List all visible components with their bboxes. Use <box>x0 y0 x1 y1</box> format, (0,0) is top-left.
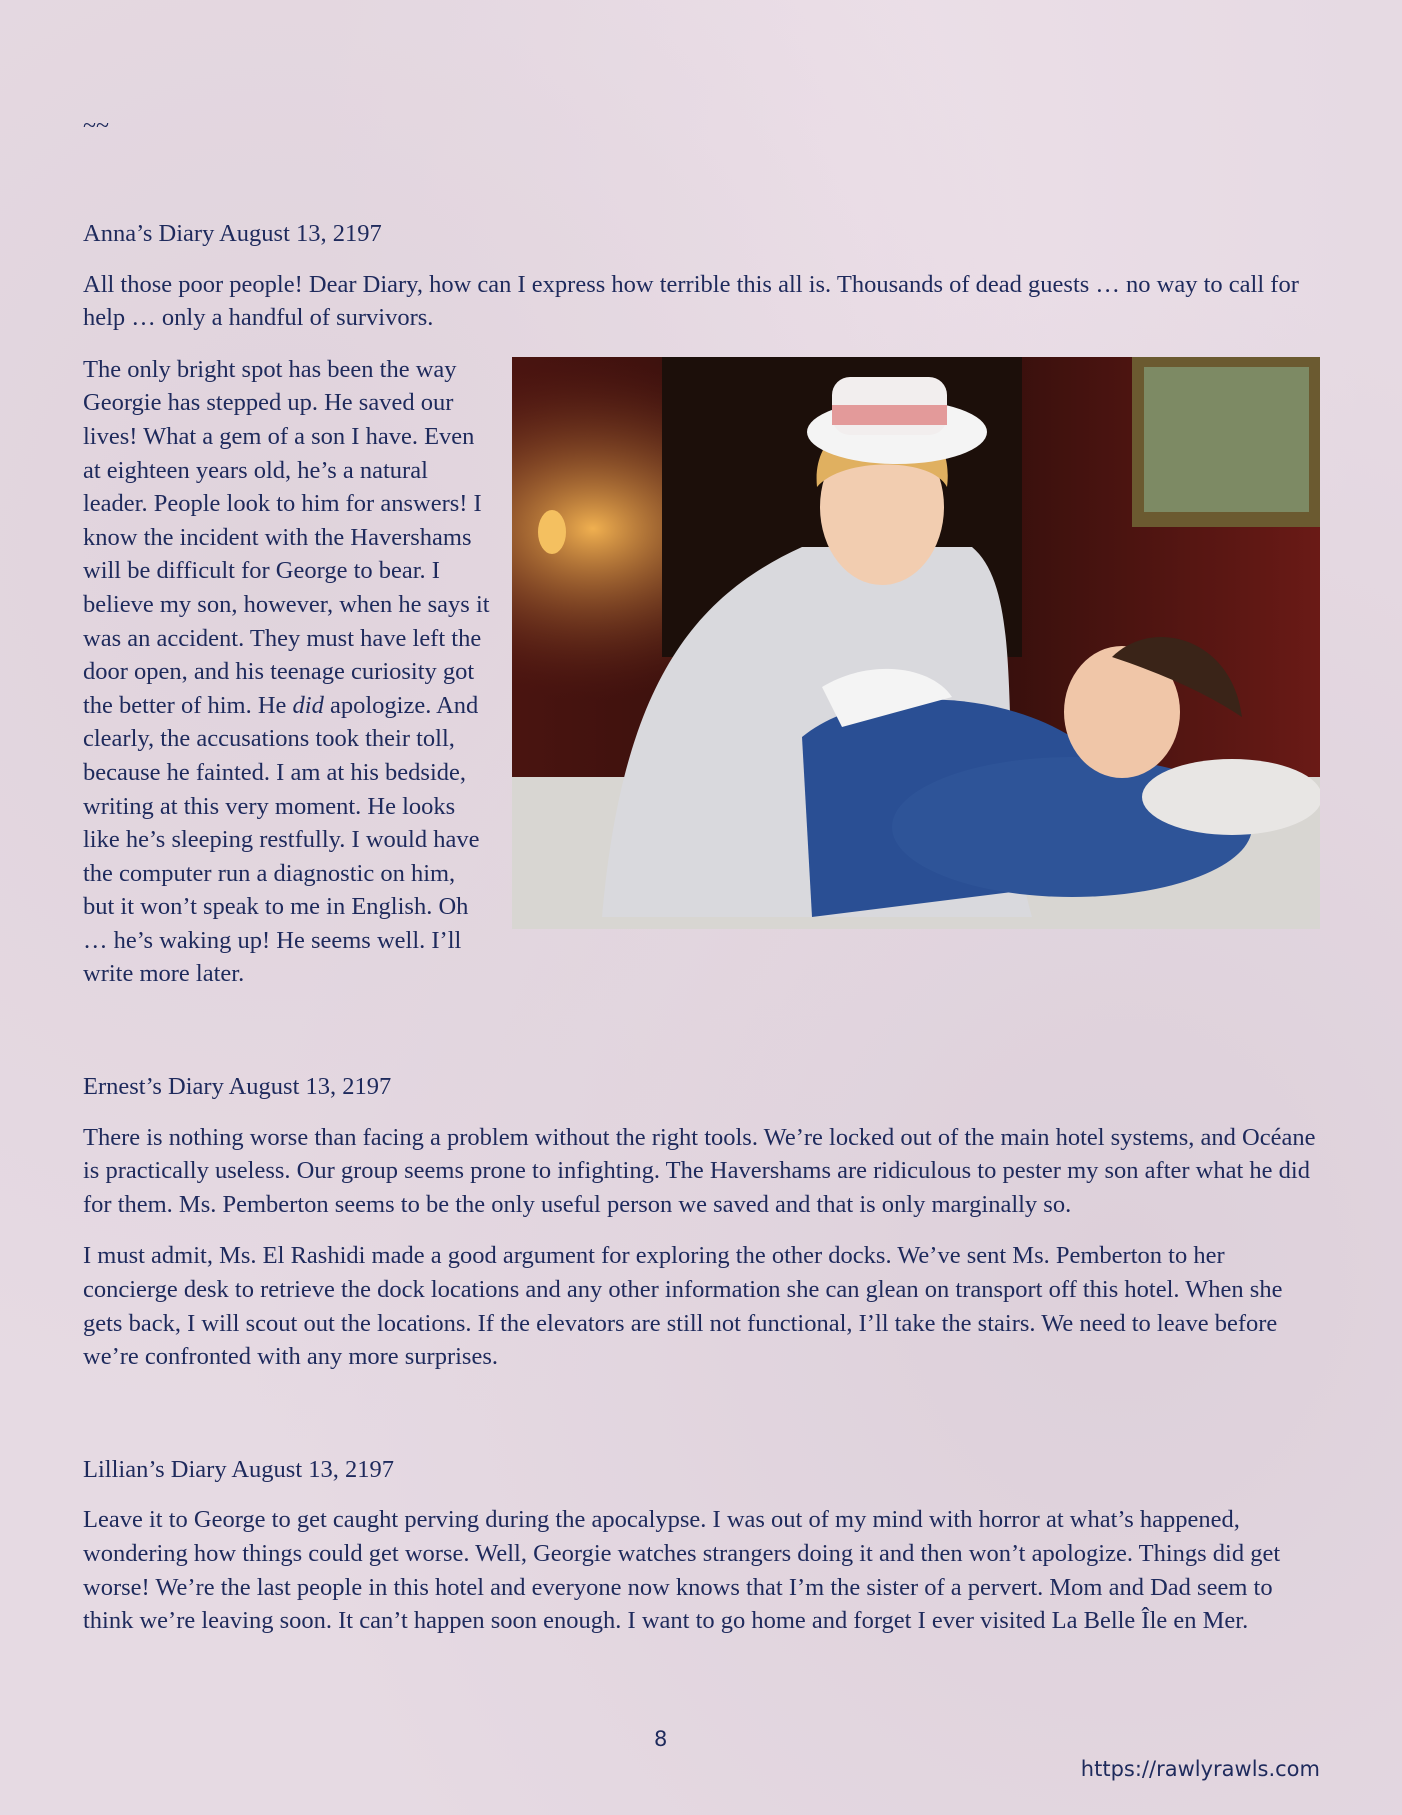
entry-paragraph: All those poor people! Dear Diary, how can I express how terrible this all is. Thousands of dead guests … no way to call for help … only a handful of survivors. <box>83 270 1299 332</box>
section-separator: ~~ <box>83 113 109 139</box>
page-number: 8 <box>654 1727 668 1751</box>
entry-heading-lillian: Lillian’s Diary August 13, 2197 <box>83 1455 394 1483</box>
entry-heading-anna: Anna’s Diary August 13, 2197 <box>83 220 382 247</box>
entry-paragraph: The only bright spot has been the way Georgie has stepped up. He saved our lives! What a gem of a son I have. Even at eighteen years old, he’s a natural leader. People look to him for answers! I know the incident with the Havershams will be difficult for George to bear. I believe my son, however, when he says it was an accident. They must have left the door open, and his teenage curiosity got the better of him. He did apologize. And clearly, the accusations took their toll, because he fainted. I am at his bedside, writing at this very moment. He looks like he’s sleeping restfully. I would have the computer run a diagnostic on him, but it won’t speak to me in English. Oh … he’s waking up! He seems well. I’ll write more later. <box>83 353 1320 991</box>
emphasis: did <box>292 691 324 719</box>
entry-paragraph: There is nothing worse than facing a problem without the right tools. We’re locked out of the main hotel systems, and Océane is practically useless. Our group seems prone to infighting. The Havershams are ridiculous to pester my son after what he did for them. Ms. Pemberton seems to be the only useful person we saved and that is only marginally so. <box>83 1123 1316 1218</box>
entry-paragraph: Leave it to George to get caught perving during the apocalypse. I was out of my mind with horror at what’s happened, wondering how things could get worse. Well, Georgie watches strangers doing it and then won’t apologize. Things did get worse! We’re the last people in this hotel and everyone now knows that I’m the sister of a pervert. Mom and Dad seem to think we’re leaving soon. It can’t happen soon enough. I want to go home and forget I ever visited La Belle Île en Mer. <box>83 1506 1281 1635</box>
document-body <box>83 0 1320 1656</box>
footer-url[interactable]: https://rawlyrawls.com <box>1080 1757 1320 1781</box>
entry-paragraph: I must admit, Ms. El Rashidi made a good argument for exploring the other docks. We’ve sent Ms. Pemberton to her concierge desk to retrieve the dock locations and any other information she can glean on transport off this hotel. When she gets back, I will scout out the locations. If the elevators are still not functional, I’ll take the stairs. We need to leave before we’re confronted with any more surprises. <box>83 1242 1283 1371</box>
entry-heading-ernest: Ernest’s Diary August 13, 2197 <box>83 1073 392 1101</box>
illustration-mother-at-bedside <box>512 357 1320 929</box>
